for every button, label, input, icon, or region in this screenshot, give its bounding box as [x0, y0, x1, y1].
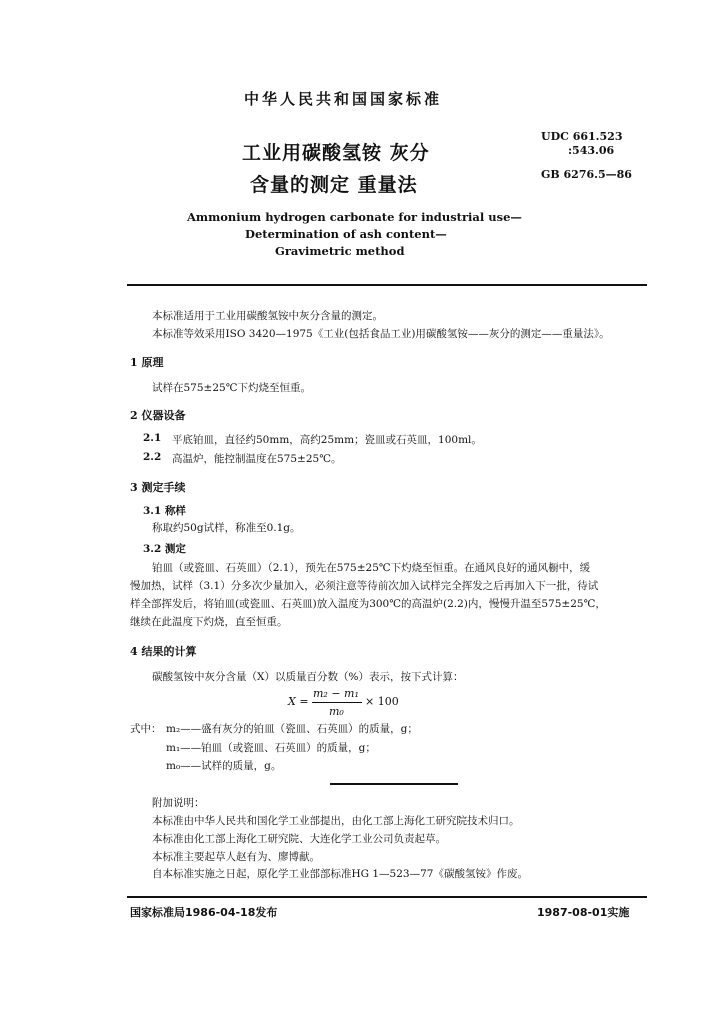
- section-2-1-text: 平底铂皿，直径约50mm，高约25mm；瓷皿或石英皿，100ml。: [172, 434, 482, 446]
- notes-divider: [330, 783, 458, 785]
- formula-factor: × 100: [365, 695, 399, 708]
- notes-line4: 自本标准实施之日起，原化学工业部部标准HG 1—523—77《碳酸氢铵》作废。: [152, 868, 528, 880]
- header-divider: [127, 284, 647, 286]
- section-3-1-text: 称取约50g试样，称准至0.1g。: [152, 522, 301, 534]
- notes-title: 附加说明：: [152, 797, 205, 809]
- where-item-m0: m₀——试样的质量，g。: [166, 760, 282, 772]
- title-en-line2: Determination of ash content—: [245, 227, 447, 241]
- section-1-text: 试样在575±25℃下灼烧至恒重。: [152, 382, 311, 394]
- effective-date: 1987-08-01实施: [537, 906, 630, 919]
- section-3-1-title: 3.1 称样: [143, 505, 186, 517]
- section-1-title: 1 原理: [130, 356, 164, 369]
- where-label: 式中：: [130, 723, 162, 735]
- intro-scope: 本标准适用于工业用碳酸氢铵中灰分含量的测定。: [152, 310, 383, 322]
- udc-code: UDC 661.523: [541, 130, 623, 143]
- section-4-text: 碳酸氢铵中灰分含量（X）以质量百分数（%）表示，按下式计算：: [152, 671, 464, 683]
- section-3-2-line4: 继续在此温度下灼烧，直至恒重。: [130, 616, 288, 628]
- section-3-2-title: 3.2 测定: [143, 543, 186, 555]
- section-3-title: 3 测定手续: [130, 481, 186, 494]
- formula-denominator: m₀: [329, 705, 344, 718]
- where-item-m2: m₂——盛有灰分的铂皿（瓷皿、石英皿）的质量，g；: [166, 723, 418, 735]
- national-standard-heading: 中华人民共和国国家标准: [244, 90, 443, 108]
- formula-numerator: m₂ − m₁: [313, 687, 359, 700]
- title-cn-line2: 含量的测定 重量法: [250, 174, 418, 196]
- where-item-m1: m₁——铂皿（或瓷皿、石英皿）的质量，g；: [166, 742, 376, 754]
- section-4-title: 4 结果的计算: [130, 645, 197, 658]
- title-en-line1: Ammonium hydrogen carbonate for industrial use—: [187, 210, 522, 224]
- section-2-1-number: 2.1: [143, 432, 162, 444]
- notes-line1: 本标准由中华人民共和国化学工业部提出，由化工部上海化工研究院技术归口。: [152, 815, 520, 827]
- notes-line2: 本标准由化工部上海化工研究院、大连化学工业公司负责起草。: [152, 833, 446, 845]
- section-3-2-line2: 慢加热，试样（3.1）分多次少量加入，必须注意等待前次加入试样完全挥发之后再加入下一批，待试: [130, 580, 599, 592]
- section-2-2-text: 高温炉，能控制温度在575±25℃。: [172, 453, 342, 465]
- notes-line3: 本标准主要起草人赵有为、廖博献。: [152, 851, 320, 863]
- section-2-2-number: 2.2: [143, 451, 162, 463]
- formula-fraction-bar: [312, 702, 362, 703]
- section-3-2-line1: 铂皿（或瓷皿、石英皿）（2.1），预先在575±25℃下灼烧至恒重。在通风良好的通风橱中，缓: [152, 562, 591, 574]
- gb-code: GB 6276.5—86: [541, 168, 632, 181]
- title-cn-line1: 工业用碳酸氢铵 灰分: [242, 142, 430, 164]
- section-3-2-line3: 样全部挥发后，将铂皿(或瓷皿、石英皿)放入温度为300℃的高温炉(2.2)内，慢慢升温至575±25℃，: [130, 598, 606, 610]
- footer-divider: [127, 896, 647, 898]
- section-2-title: 2 仪器设备: [130, 409, 186, 422]
- title-en-line3: Gravimetric method: [275, 244, 405, 258]
- formula-lhs: X =: [288, 695, 309, 708]
- intro-equivalence: 本标准等效采用ISO 3420—1975《工业(包括食品工业)用碳酸氢铵——灰分的测定——重量法》。: [152, 328, 610, 340]
- issued-date: 国家标准局1986-04-18发布: [130, 906, 278, 919]
- udc-code-sub: :543.06: [568, 144, 615, 157]
